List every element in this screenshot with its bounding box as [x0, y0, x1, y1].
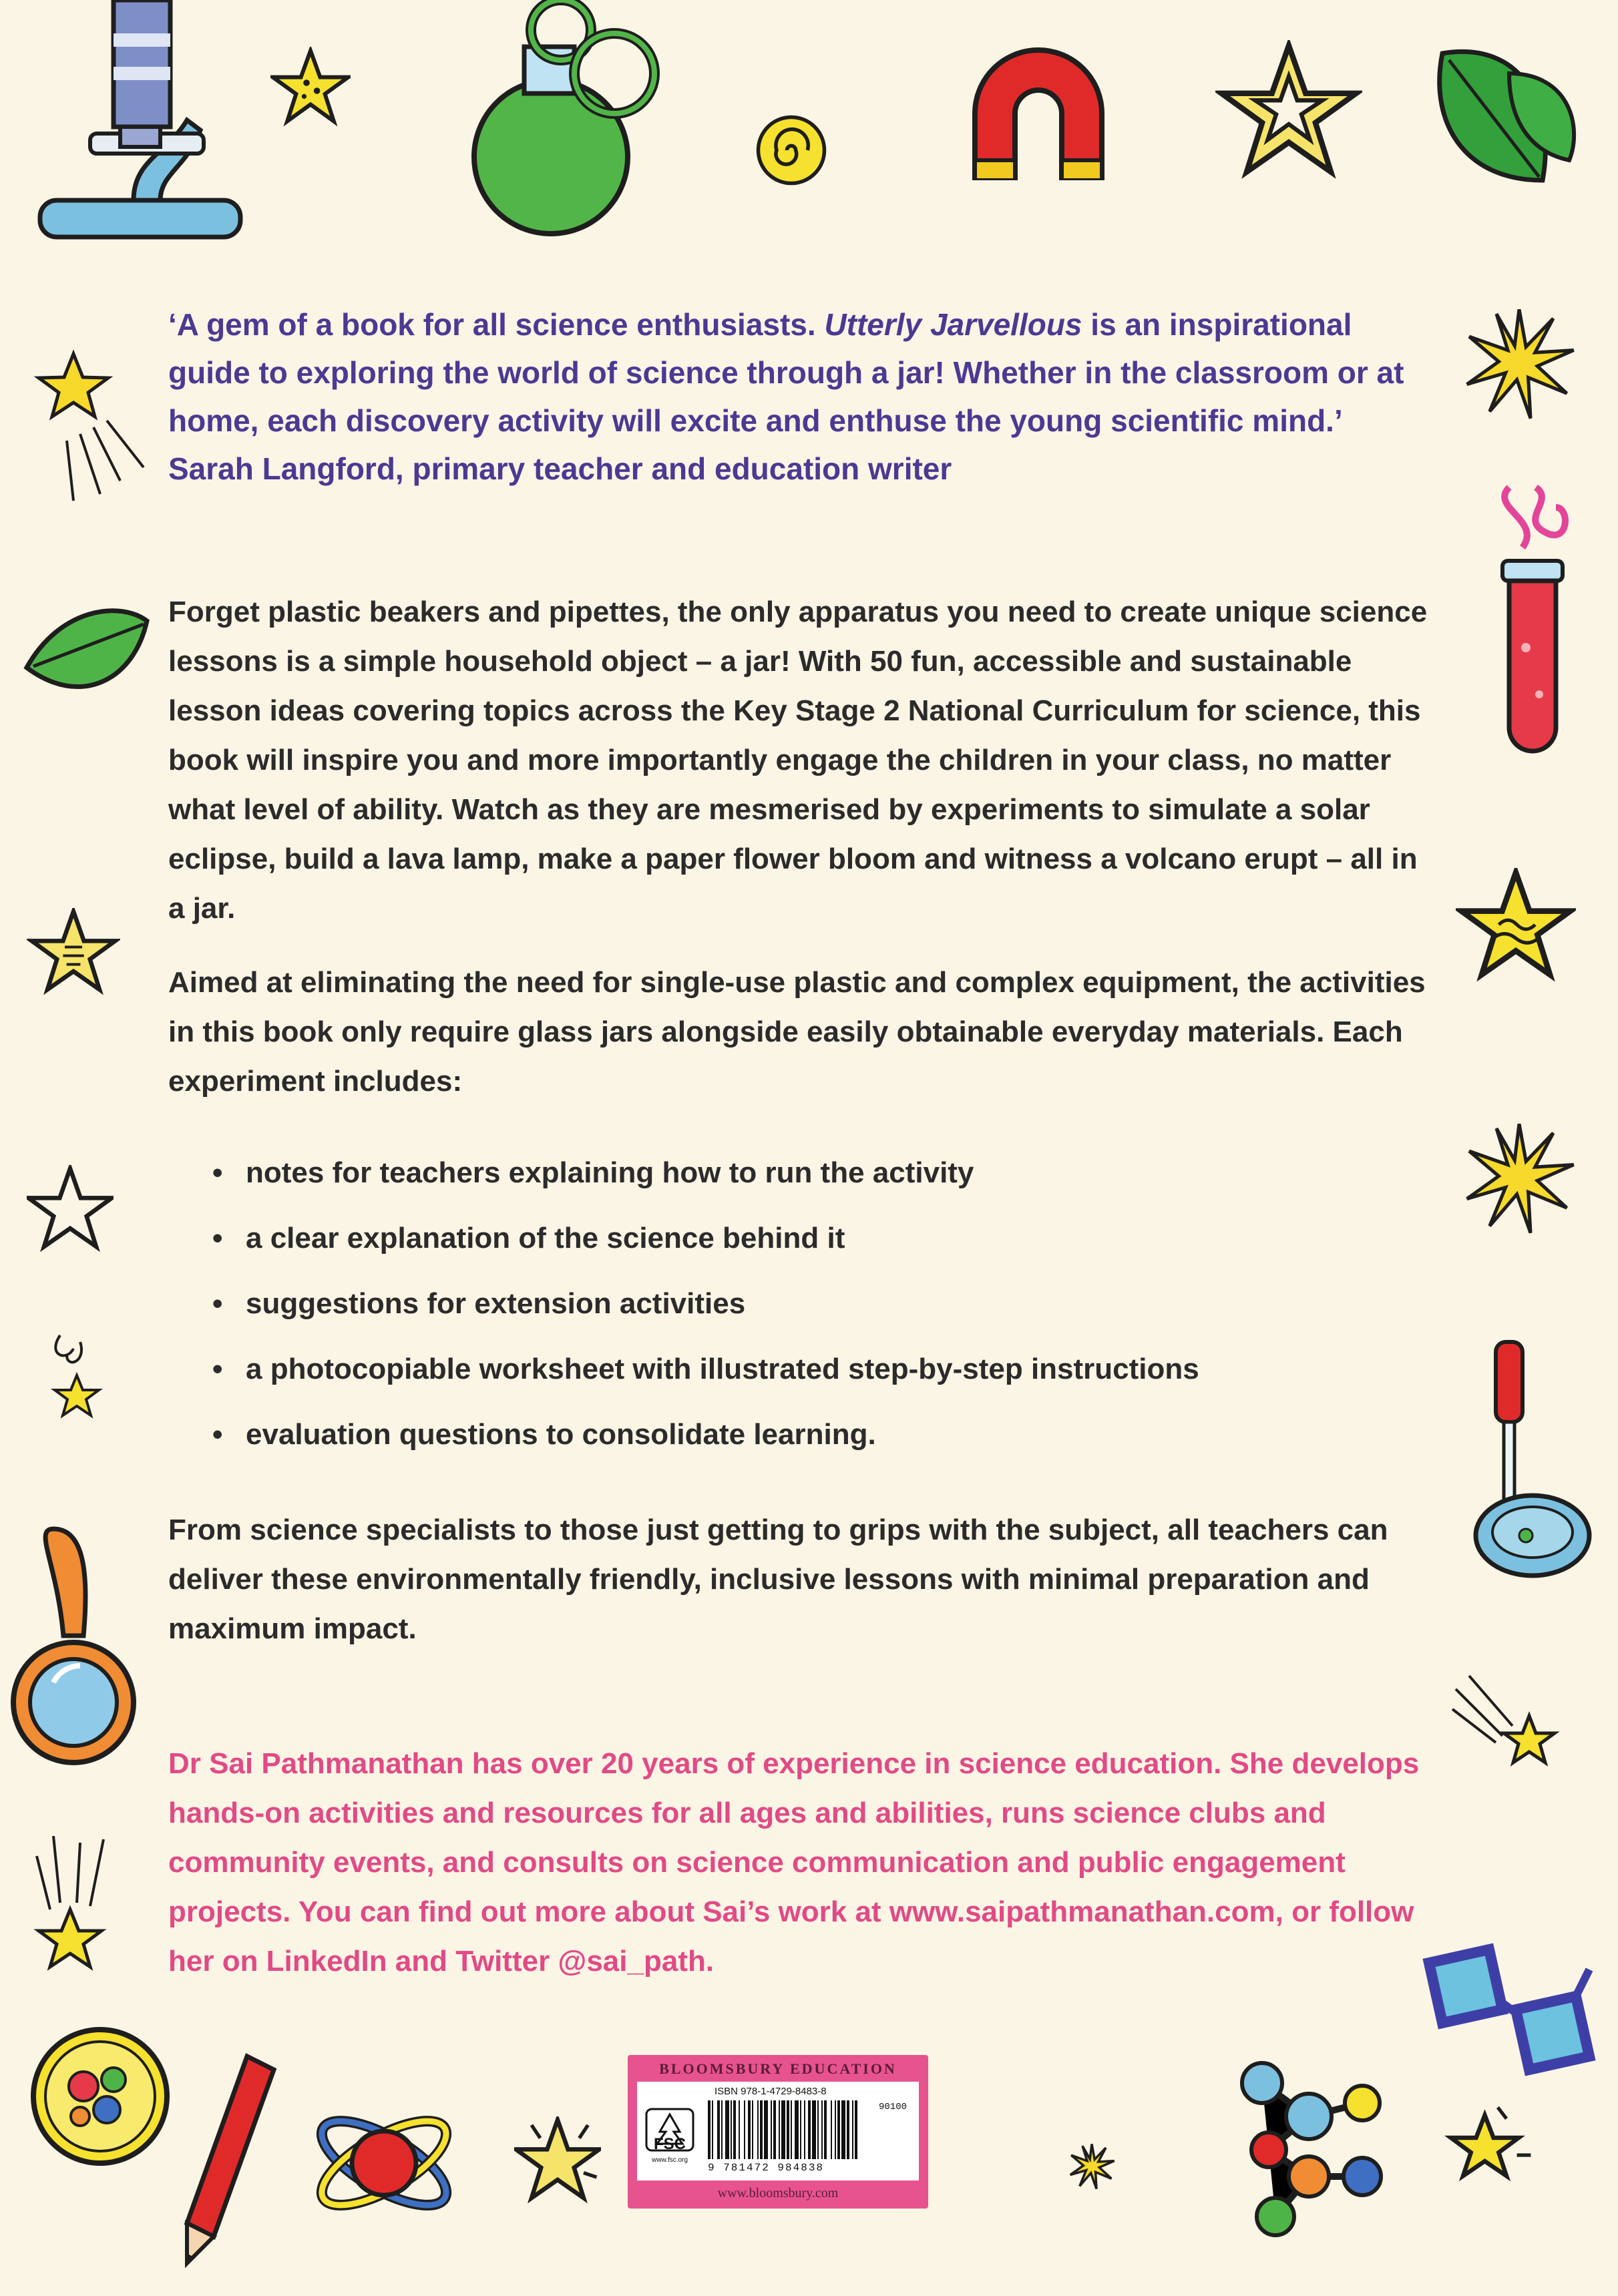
star-icon: [1456, 868, 1576, 981]
description-paragraph-3: From science specialists to those just getting to grips with the subject, all teachers can deliver these environmentally friendly, inclusive lessons with minimal preparation and maximum impact.: [168, 1514, 1388, 1645]
magnet-icon: [962, 47, 1115, 180]
burst-icon: [1462, 1122, 1576, 1235]
barcode-bars: [705, 2100, 912, 2162]
pipette-dish-icon: [1469, 1335, 1596, 1589]
price-code: 90100: [878, 2102, 907, 2112]
glasses-icon: [1416, 1936, 1596, 2110]
star-icon: [1215, 40, 1362, 180]
description-paragraph-1: Forget plastic beakers and pipettes, the only apparatus you need to create unique science lessons is a simple household object – a jar! With 50 fun, accessible and sustainable lesson ideas covering topics across the Key Stage 2 National Curriculum for science, this book will inspire you and more importantly engage the children in your class, no matter what level of ability. Watch as they are mesmerised by experiments to simulate a solar eclipse, build a lava lamp, make a paper flower bloom and witness a volcano erupt – all in a jar.: [168, 596, 1428, 925]
list-item: • evaluation questions to consolidate learning.: [212, 1410, 1428, 1475]
list-item: • notes for teachers explaining how to run the activity: [212, 1148, 1428, 1214]
fsc-label: FSC: [654, 2135, 686, 2153]
description-paragraph-2: Aimed at eliminating the need for single-use plastic and complex equipment, the activities in this book only require glass jars alongside easily obtainable everyday materials. Each experiment includes:: [168, 966, 1426, 1098]
star-icon: [27, 1165, 114, 1252]
isbn-number: ISBN 978-1-4729-8483-8: [715, 2086, 827, 2097]
leaf-icon: [1422, 27, 1589, 200]
author-name: Dr Sai Pathmanathan: [168, 1747, 464, 1780]
shooting-star-icon: [1449, 1669, 1569, 1789]
round-flask-icon: [461, 0, 661, 240]
quote-text-rest: is an inspirational guide to exploring the world of science through a jar! Whether in the classroom or at home, each discovery activity will excite and enthuse the young scientific mind.’: [168, 307, 1404, 438]
burst-icon: [1462, 307, 1576, 421]
list-item: • a photocopiable worksheet with illustrated step-by-step instructions: [212, 1345, 1428, 1410]
star-icon: [1442, 2103, 1536, 2190]
publisher-name: BLOOMSBURY EDUCATION: [659, 2060, 897, 2077]
pencil-icon: [167, 2050, 287, 2270]
quote-text-open: ‘A gem of a book for all science enthusiasts.: [168, 307, 825, 342]
endorsement-quote: [168, 300, 1437, 493]
book-title: Utterly Jarvellous: [824, 307, 1082, 342]
barcode-digits: 9 781472 984838: [708, 2162, 825, 2174]
microscope-icon: [33, 0, 254, 254]
leaf-icon: [20, 594, 154, 714]
petri-dish-icon: [27, 2023, 174, 2170]
molecule-icon: [1209, 2043, 1409, 2243]
star-icon: [514, 2116, 601, 2203]
atom-icon: [307, 2083, 461, 2243]
magnifying-glass-icon: [7, 1522, 140, 1776]
spiral-icon: [755, 113, 828, 187]
fsc-website: www.fsc.org: [652, 2156, 688, 2164]
shooting-star-icon: [27, 1829, 127, 1983]
list-item: • suggestions for extension activities: [212, 1279, 1428, 1345]
test-tube-icon: [1482, 481, 1583, 761]
burst-icon: [1068, 2143, 1115, 2190]
shooting-star-icon: [40, 1329, 114, 1435]
star-icon: [270, 47, 351, 127]
barcode-area: [637, 2082, 919, 2180]
author-bio-text: has over 20 years of experience in science education. She develops hands-on activities and resources for all ages and abilities, runs science clubs and community events, and consults on science communication and public engagement projects. You can find out more about Sai’s work at www.saipathmanathan.com, or follow her on LinkedIn and Twitter @sai_path.: [168, 1747, 1420, 1978]
shooting-star-icon: [27, 347, 154, 507]
author-bio: [168, 1739, 1437, 1986]
barcode-panel: [628, 2055, 928, 2209]
quote-attribution: Sarah Langford, primary teacher and education writer: [168, 451, 952, 486]
list-item: • a clear explanation of the science behind it: [212, 1214, 1428, 1279]
star-icon: [27, 908, 120, 995]
features-list: [212, 1148, 1428, 1475]
publisher-url: www.bloomsbury.com: [717, 2186, 839, 2201]
